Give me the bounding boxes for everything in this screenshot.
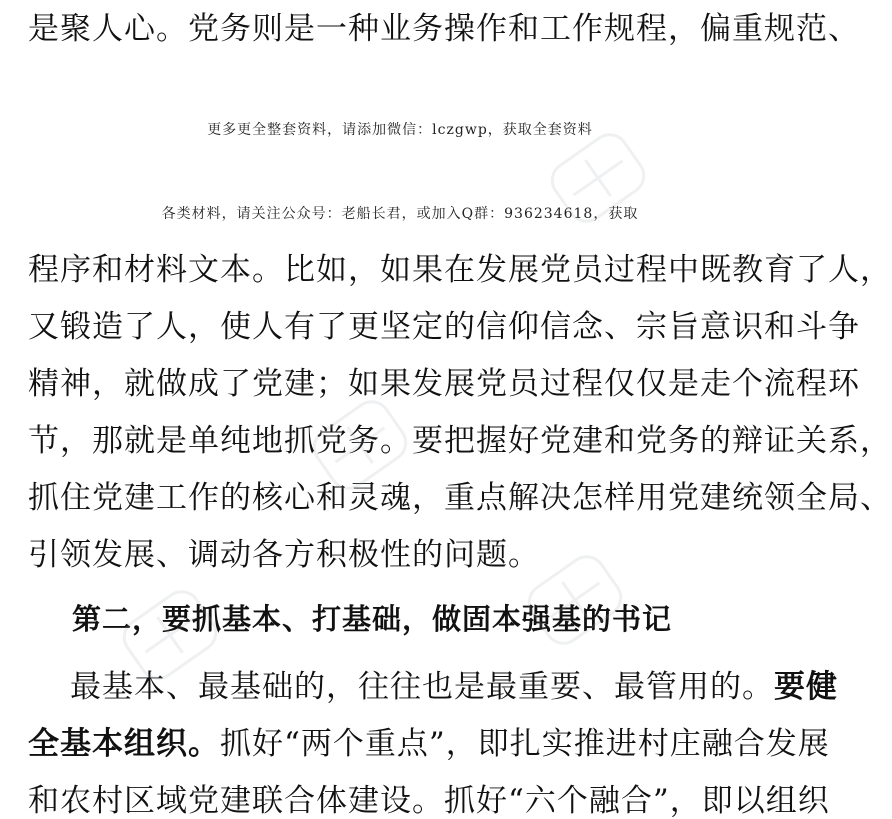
paragraph-line-3: 又锻造了人，使人有了更坚定的信仰信念、宗旨意识和斗争 <box>28 309 860 345</box>
paragraph-line-1: 是聚人心。党务则是一种业务操作和工作规程，偏重规范、 <box>28 11 860 47</box>
body-line-2-text: 抓好“两个重点”，即扎实推进村庄融合发展 <box>220 726 830 762</box>
body-line-2 <box>28 726 830 762</box>
body-line-1 <box>70 669 838 705</box>
body-line-2-emphasis: 全基本组织。 <box>28 726 220 762</box>
paragraph-line-5: 节，那就是单纯地抓党务。要把握好党建和党务的辩证关系， <box>28 423 892 459</box>
notice-line-2: 各类材料，请关注公众号：老船长君，或加入Q群：936234618，获取 <box>161 206 639 222</box>
body-line-3: 和农村区域党建联合体建设。抓好“六个融合”，即以组织 <box>28 783 830 819</box>
paragraph-line-6: 抓住党建工作的核心和灵魂，重点解决怎样用党建统领全局、 <box>28 480 892 516</box>
paragraph-line-7: 引领发展、调动各方积极性的问题。 <box>28 537 540 573</box>
body-line-1-text: 最基本、最基础的，往往也是最重要、最管用的。 <box>70 669 774 705</box>
paragraph-line-2: 程序和材料文本。比如，如果在发展党员过程中既教育了人， <box>28 252 892 288</box>
section-heading: 第二，要抓基本、打基础，做固本强基的书记 <box>72 602 673 636</box>
body-line-1-emphasis: 要健 <box>774 669 838 705</box>
paragraph-line-4: 精神，就做成了党建；如果发展党员过程仅仅是走个流程环 <box>28 366 860 402</box>
notice-line-1: 更多更全整套资料，请添加微信：lczgwp，获取全套资料 <box>207 122 593 138</box>
